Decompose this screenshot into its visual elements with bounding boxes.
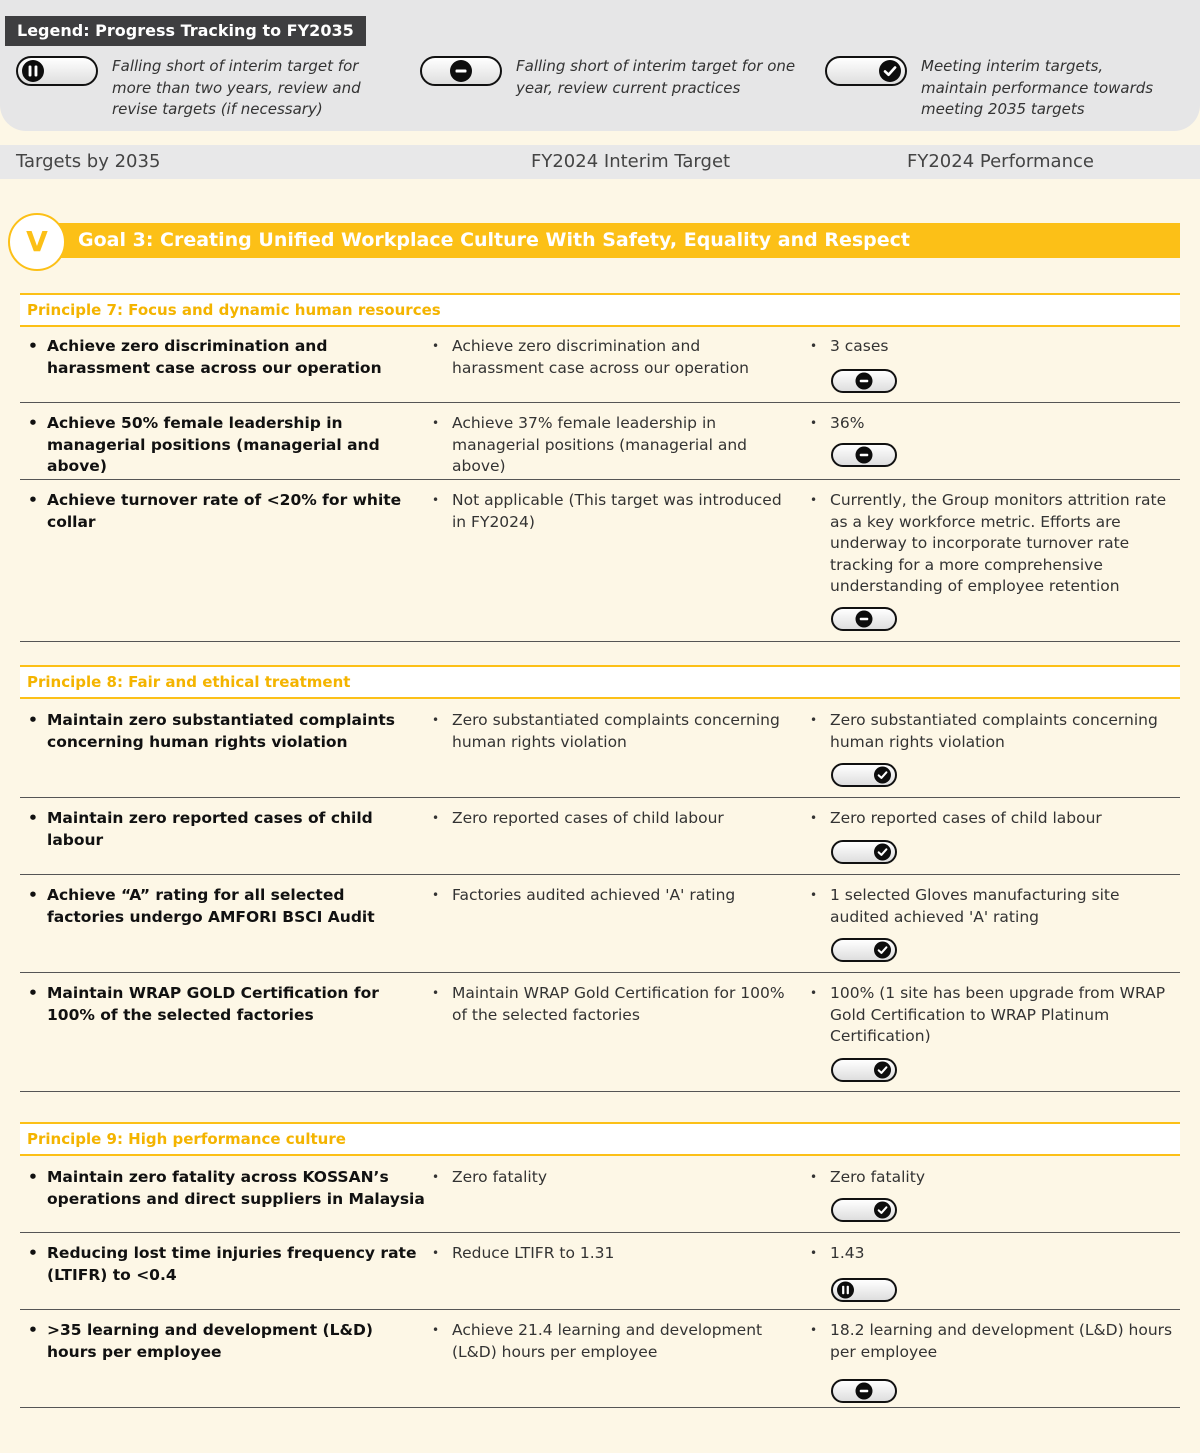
- interim-text: Zero substantiated complaints concerning human rights violation: [452, 711, 780, 751]
- performance-text: Zero reported cases of child labour: [830, 809, 1102, 827]
- status-toggle: [831, 938, 897, 962]
- principle-header: Principle 8: Fair and ethical treatment: [20, 665, 1180, 699]
- interim-text: Achieve zero discrimination and harassment case across our operation: [452, 337, 750, 377]
- legend-text-on-track: Meeting interim targets, maintain performance towards meeting 2035 targets: [921, 57, 1154, 118]
- table-row: [20, 1234, 1180, 1310]
- bullet: •: [28, 414, 38, 432]
- check-icon: [874, 767, 891, 784]
- bullet: •: [432, 986, 440, 1000]
- bullet: •: [28, 711, 38, 729]
- interim-cell: [430, 808, 795, 830]
- performance-text: 18.2 learning and development (L&D) hours per employee: [830, 1321, 1173, 1361]
- bullet: •: [28, 337, 38, 355]
- interim-cell: [430, 983, 795, 1026]
- bullet: •: [810, 1323, 818, 1337]
- legend-title: Legend: Progress Tracking to FY2035: [5, 16, 366, 46]
- interim-cell: [430, 1167, 795, 1189]
- status-toggle: [831, 840, 897, 864]
- bullet: •: [432, 493, 440, 507]
- performance-cell: [808, 1167, 1173, 1189]
- bullet: •: [432, 339, 440, 353]
- column-header-interim: FY2024 Interim Target: [531, 151, 731, 172]
- bullet: •: [810, 416, 818, 430]
- target-cell: [20, 413, 425, 478]
- pause-icon: [22, 60, 44, 82]
- bullet: •: [432, 888, 440, 902]
- minus-icon: [856, 1383, 873, 1400]
- target-text: Reducing lost time injuries frequency rate (LTIFR) to <0.4: [47, 1244, 417, 1284]
- interim-text: Maintain WRAP Gold Certification for 100% of the selected factories: [452, 984, 785, 1024]
- bullet: •: [28, 491, 38, 509]
- status-toggle: [831, 1379, 897, 1403]
- target-text: Achieve zero discrimination and harassment case across our operation: [47, 337, 382, 377]
- legend-item-on-track: [825, 56, 1171, 121]
- bullet: •: [810, 811, 818, 825]
- column-header-performance: FY2024 Performance: [907, 151, 1094, 172]
- status-toggle-behind: [16, 56, 98, 86]
- performance-cell: [808, 413, 1173, 435]
- target-text: Maintain WRAP GOLD Certification for 100% of the selected factories: [47, 984, 379, 1024]
- bullet: •: [28, 1244, 38, 1262]
- check-icon: [874, 1202, 891, 1219]
- target-cell: [20, 983, 425, 1026]
- minus-icon: [856, 447, 873, 464]
- bullet: •: [28, 1321, 38, 1339]
- status-toggle: [831, 369, 897, 393]
- goal-badge: V: [8, 213, 66, 271]
- minus-icon: [856, 611, 873, 628]
- interim-text: Factories audited achieved 'A' rating: [452, 886, 736, 904]
- bullet: •: [810, 888, 818, 902]
- performance-text: Zero fatality: [830, 1168, 925, 1186]
- bullet: •: [432, 811, 440, 825]
- interim-text: Reduce LTIFR to 1.31: [452, 1244, 615, 1262]
- check-icon: [879, 60, 901, 82]
- bullet: •: [28, 1168, 38, 1186]
- target-cell: [20, 1320, 425, 1363]
- bullet: •: [810, 713, 818, 727]
- check-icon: [874, 942, 891, 959]
- performance-text: 1 selected Gloves manufacturing site audited achieved 'A' rating: [830, 886, 1120, 926]
- principle-header: Principle 7: Focus and dynamic human resources: [20, 293, 1180, 327]
- interim-text: Zero fatality: [452, 1168, 547, 1186]
- target-text: Achieve turnover rate of <20% for white collar: [47, 491, 402, 531]
- performance-cell: [808, 983, 1173, 1048]
- table-row: [20, 974, 1180, 1092]
- status-toggle: [831, 763, 897, 787]
- interim-cell: [430, 490, 795, 533]
- bullet: •: [810, 986, 818, 1000]
- bullet: •: [432, 416, 440, 430]
- interim-cell: [430, 336, 795, 379]
- interim-text: Achieve 37% female leadership in managerial positions (managerial and above): [452, 414, 748, 475]
- performance-text: Zero substantiated complaints concerning human rights violation: [830, 711, 1158, 751]
- pause-icon: [837, 1282, 854, 1299]
- table-row: [20, 1311, 1180, 1408]
- table-row: [20, 481, 1180, 642]
- goal-title: Goal 3: Creating Unified Workplace Culture With Safety, Equality and Respect: [32, 223, 1180, 258]
- target-text: >35 learning and development (L&D) hours per employee: [47, 1321, 373, 1361]
- target-cell: [20, 1167, 425, 1210]
- status-toggle: [831, 1278, 897, 1302]
- bullet: •: [810, 493, 818, 507]
- interim-cell: [430, 710, 795, 753]
- target-text: Maintain zero substantiated complaints concerning human rights violation: [47, 711, 395, 751]
- check-icon: [874, 1062, 891, 1079]
- legend-item-behind: [16, 56, 362, 121]
- legend-text-behind: Falling short of interim target for more than two years, review and revise targets (if necessary): [112, 57, 361, 118]
- table-row: [20, 799, 1180, 875]
- minus-icon: [856, 373, 873, 390]
- interim-text: Zero reported cases of child labour: [452, 809, 724, 827]
- target-cell: [20, 336, 425, 379]
- minus-icon: [450, 60, 472, 82]
- bullet: •: [28, 886, 38, 904]
- interim-text: Not applicable (This target was introduced in FY2024): [452, 491, 782, 531]
- interim-text: Achieve 21.4 learning and development (L&D) hours per employee: [452, 1321, 763, 1361]
- performance-text: 3 cases: [830, 337, 889, 355]
- table-row: [20, 1158, 1180, 1233]
- performance-cell: [808, 710, 1173, 753]
- performance-text: 1.43: [830, 1244, 865, 1262]
- bullet: •: [432, 713, 440, 727]
- status-toggle: [831, 443, 897, 467]
- principle-header: Principle 9: High performance culture: [20, 1122, 1180, 1156]
- target-cell: [20, 490, 425, 533]
- bullet: •: [28, 809, 38, 827]
- target-text: Maintain zero fatality across KOSSAN’s operations and direct suppliers in Malaysia: [47, 1168, 425, 1208]
- column-header-bar: [0, 145, 1200, 179]
- performance-text: Currently, the Group monitors attrition rate as a key workforce metric. Efforts are underway to incorporate turnover rate tracking for a more comprehensive understanding of employee retention: [830, 491, 1167, 595]
- performance-cell: [808, 336, 1173, 358]
- interim-cell: [430, 413, 795, 478]
- performance-text: 100% (1 site has been upgrade from WRAP Gold Certification to WRAP Platinum Certification): [830, 984, 1166, 1045]
- target-cell: [20, 1243, 425, 1286]
- interim-cell: [430, 1320, 795, 1363]
- status-toggle: [831, 1058, 897, 1082]
- performance-cell: [808, 885, 1173, 928]
- target-cell: [20, 885, 425, 928]
- target-text: Maintain zero reported cases of child labour: [47, 809, 373, 849]
- status-toggle-caution: [420, 56, 502, 86]
- target-cell: [20, 710, 425, 753]
- legend-item-caution: [420, 56, 796, 99]
- status-toggle: [831, 1198, 897, 1222]
- check-icon: [874, 844, 891, 861]
- table-row: [20, 876, 1180, 973]
- interim-cell: [430, 1243, 795, 1265]
- performance-text: 36%: [830, 414, 865, 432]
- table-row: [20, 404, 1180, 480]
- table-row: [20, 327, 1180, 403]
- bullet: •: [28, 984, 38, 1002]
- column-header-targets: Targets by 2035: [16, 151, 161, 172]
- target-text: Achieve 50% female leadership in managerial positions (managerial and above): [47, 414, 380, 475]
- performance-cell: [808, 1243, 1173, 1265]
- legend-panel: [0, 0, 1200, 131]
- bullet: •: [432, 1246, 440, 1260]
- bullet: •: [810, 1170, 818, 1184]
- status-toggle: [831, 607, 897, 631]
- bullet: •: [810, 339, 818, 353]
- performance-cell: [808, 490, 1173, 598]
- target-text: Achieve “A” rating for all selected factories undergo AMFORI BSCI Audit: [47, 886, 375, 926]
- performance-cell: [808, 1320, 1173, 1363]
- bullet: •: [810, 1246, 818, 1260]
- bullet: •: [432, 1323, 440, 1337]
- legend-text-caution: Falling short of interim target for one year, review current practices: [516, 57, 796, 97]
- interim-cell: [430, 885, 795, 907]
- target-cell: [20, 808, 425, 851]
- status-toggle-on-track: [825, 56, 907, 86]
- performance-cell: [808, 808, 1173, 830]
- bullet: •: [432, 1170, 440, 1184]
- table-row: [20, 701, 1180, 798]
